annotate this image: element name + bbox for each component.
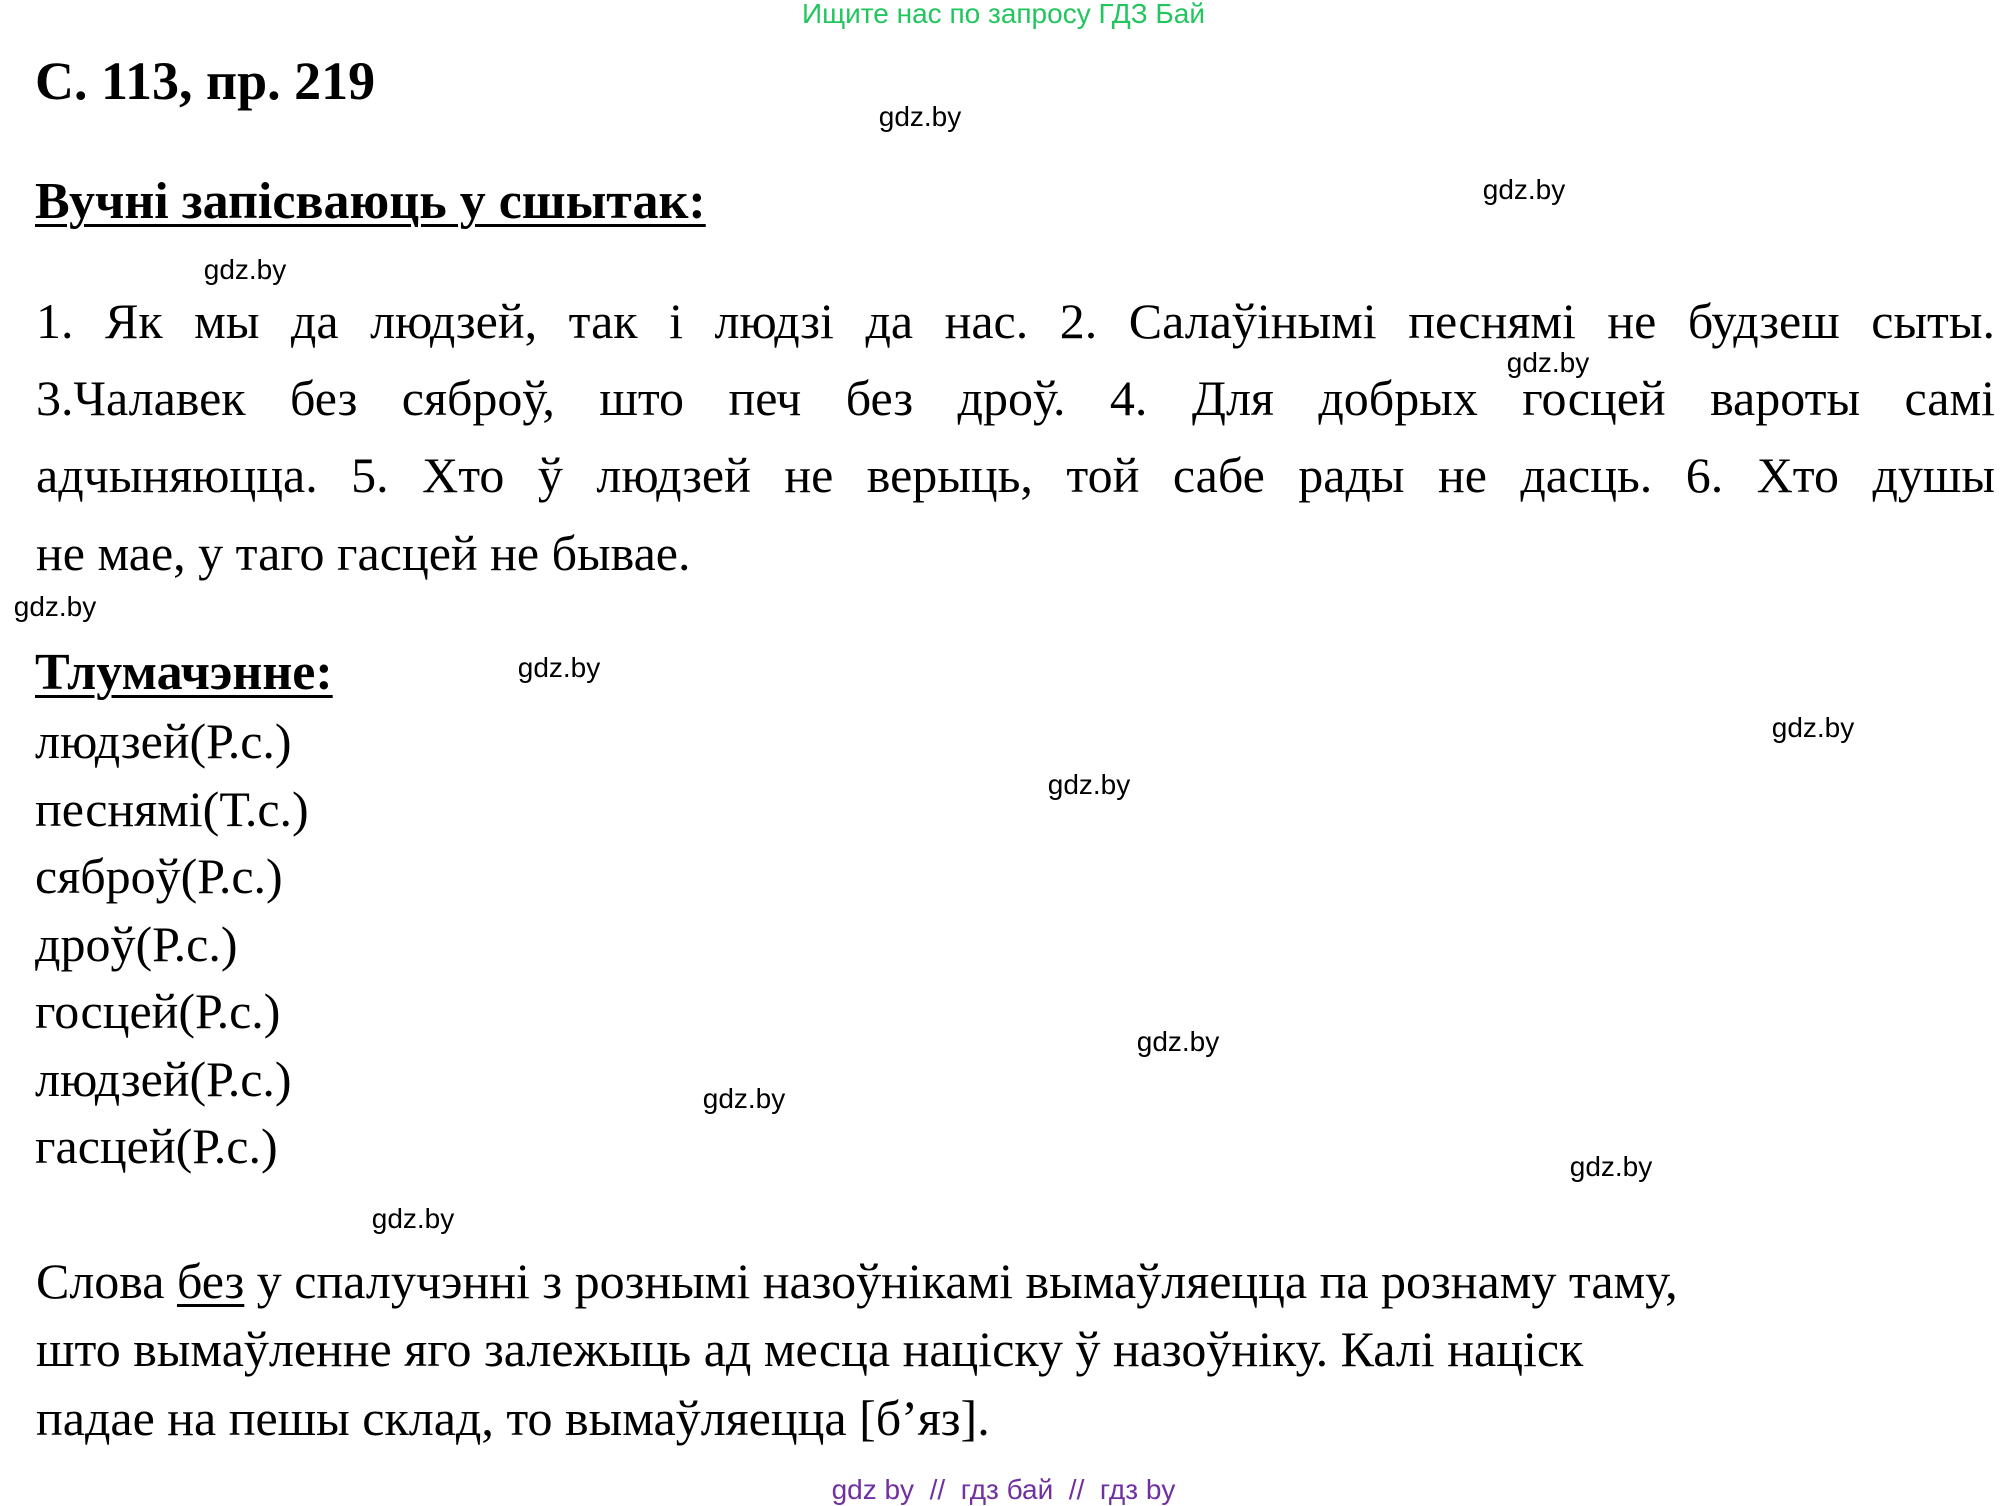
- word-case-item: людзей(Р.с.): [35, 1051, 292, 1107]
- watermark: gdz.by: [1047, 769, 1131, 800]
- explanation-line: што вымаўленне яго залежыць ад месца націску ў назоўніку. Калі націск: [36, 1321, 1584, 1377]
- explanation-text: у спалучэнні з рознымі назоўнікамі вымаўляецца па рознаму таму,: [244, 1253, 1678, 1309]
- underlined-word: без: [176, 1253, 245, 1309]
- watermark: gdz.by: [13, 591, 97, 622]
- word-case-item: сяброў(Р.с.): [35, 848, 283, 904]
- proverbs-line: 3.Чалавек без сяброў, што печ без дроў. 4. Для добрых госцей вароты самі: [36, 370, 1995, 426]
- watermark: gdz.by: [203, 254, 287, 285]
- watermark: gdz.by: [1482, 174, 1566, 205]
- watermark: gdz.by: [1771, 712, 1855, 743]
- explanation-text: Слова: [36, 1253, 177, 1309]
- word-case-item: дроў(Р.с.): [35, 916, 238, 972]
- word-case-item: госцей(Р.с.): [35, 983, 281, 1039]
- proverbs-line: адчыняюцца. 5. Хто ў людзей не верыць, той сабе рады не дасць. 6. Хто душы: [36, 447, 1995, 503]
- word-case-item: людзей(Р.с.): [35, 713, 292, 769]
- proverbs-line: не мае, у таго гасцей не бывае.: [36, 525, 691, 581]
- proverbs-line: 1. Як мы да людзей, так і людзі да нас. 2. Салаўінымі песнямі не будзеш сыты.: [36, 293, 1995, 349]
- section-heading-explanation: Тлумачэнне:: [35, 644, 333, 701]
- explanation-line: падае на пешы склад, то вымаўляецца [б’яз].: [36, 1390, 990, 1446]
- watermark: gdz.by: [878, 101, 962, 132]
- watermark: gdz.by: [702, 1083, 786, 1114]
- page-title: С. 113, пр. 219: [35, 51, 376, 111]
- word-case-item: песнямі(Т.с.): [35, 781, 309, 837]
- watermark: gdz.by: [1569, 1151, 1653, 1182]
- top-search-note: Ищите нас по запросу ГДЗ Бай: [801, 0, 1206, 29]
- explanation-line: [36, 1252, 1678, 1310]
- section-heading-notebook: Вучні запісваюць у сшытак:: [35, 173, 706, 230]
- watermark: gdz.by: [1136, 1026, 1220, 1057]
- word-case-item: гасцей(Р.с.): [35, 1118, 278, 1174]
- watermark: gdz.by: [517, 652, 601, 683]
- watermark: gdz.by: [1506, 347, 1590, 378]
- footer-links: gdz by // гдз бай // гдз by: [831, 1474, 1176, 1505]
- watermark: gdz.by: [371, 1203, 455, 1234]
